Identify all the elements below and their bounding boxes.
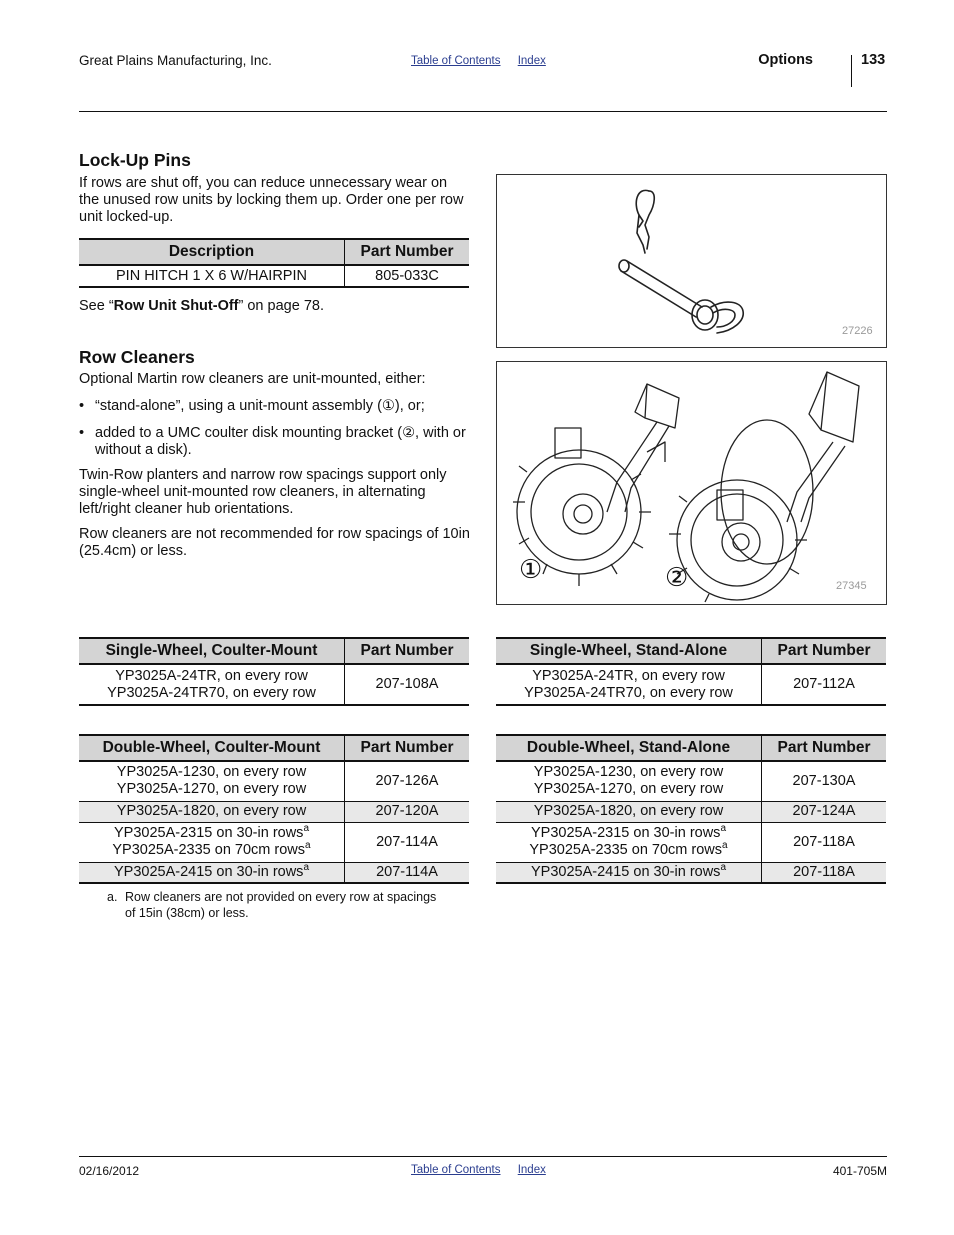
- lockup-section: [79, 150, 471, 226]
- double-wheel-coulter-table: [79, 734, 469, 884]
- lockup-heading: Lock-Up Pins: [79, 150, 191, 170]
- table-cell: YP3025A-2415 on 30-in rows$^a$: [496, 862, 762, 883]
- page-number: 133: [861, 52, 886, 68]
- header-rule: [79, 111, 887, 112]
- table-cell: YP3025A-1820, on every row: [79, 801, 345, 822]
- table-row: [79, 822, 469, 862]
- figure-number: 27345: [836, 580, 867, 592]
- footnote-mark: a: [303, 861, 309, 873]
- table-cell: 207-118A: [762, 822, 887, 862]
- table-row: [79, 862, 469, 883]
- table-header: Double-Wheel, Stand-Alone: [496, 735, 762, 761]
- table-header: Description: [79, 239, 345, 265]
- table-row: [496, 822, 886, 862]
- figure-number: 27226: [842, 325, 873, 337]
- row-cleaners-heading: Row Cleaners: [79, 347, 195, 367]
- part-desc-line: YP3025A-2315 on 30-in rows$^a$: [114, 823, 309, 841]
- part-desc-line: YP3025A-1230, on every row: [116, 764, 307, 781]
- header-links: [411, 55, 560, 67]
- table-header: Single-Wheel, Coulter-Mount: [79, 638, 345, 664]
- single-wheel-coulter-table: [79, 637, 469, 706]
- header-divider: [851, 55, 852, 87]
- double-wheel-stand-table: [496, 734, 886, 884]
- callout-2: ②: [665, 562, 689, 592]
- table-footnote: [107, 889, 447, 921]
- table-cell: 207-114A: [345, 862, 470, 883]
- see-prefix: See “: [79, 298, 114, 314]
- table-row: [79, 265, 469, 287]
- index-link[interactable]: Index: [517, 55, 546, 67]
- table-cell: [496, 664, 762, 705]
- hitch-pin-illustration: [497, 175, 886, 347]
- hitch-pin-figure: [496, 174, 887, 348]
- table-cell: [79, 761, 345, 801]
- table-row: [496, 761, 886, 801]
- document-number: 401-705M: [832, 1164, 887, 1178]
- see-link[interactable]: Row Unit Shut-Off: [113, 298, 239, 314]
- part-desc-line: YP3025A-2315 on 30-in rows$^a$: [531, 823, 726, 841]
- footnote-mark: a: [722, 840, 728, 851]
- row-cleaners-para1: Twin-Row planters and narrow row spacings support only single-wheel unit-mounted row cleaners, in alternating left/right cleaner hub orientations.: [79, 467, 447, 517]
- row-cleaners-intro: Optional Martin row cleaners are unit-mounted, either:: [79, 371, 426, 387]
- part-desc-line: YP3025A-24TR70, on every row: [107, 684, 316, 701]
- footnote-mark: a: [720, 861, 726, 873]
- part-desc-line: YP3025A-24TR, on every row: [532, 667, 725, 684]
- lockup-body: If rows are shut off, you can reduce unnecessary wear on the unused row units by locking them up. Order one per row unit locked-up.: [79, 175, 464, 225]
- table-cell: 207-108A: [345, 664, 470, 705]
- section-title: Options: [758, 52, 813, 68]
- lockup-see-also: [79, 298, 471, 315]
- row-cleaner-illustration: [497, 362, 886, 604]
- table-cell: YP3025A-1820, on every row: [496, 801, 762, 822]
- table-row: [496, 801, 886, 822]
- table-cell: 207-124A: [762, 801, 887, 822]
- table-cell: [79, 664, 345, 705]
- part-desc-line: YP3025A-1270, on every row: [533, 781, 724, 798]
- row-cleaners-para2: Row cleaners are not recommended for row spacings of 10in (25.4cm) or less.: [79, 526, 470, 559]
- table-row: [79, 801, 469, 822]
- footer-rule: [79, 1156, 887, 1157]
- table-cell: 207-118A: [762, 862, 887, 883]
- table-cell: [496, 822, 762, 862]
- footer-links: [411, 1164, 560, 1176]
- part-desc-line: YP3025A-2335 on 70cm rows$^a$: [112, 840, 311, 858]
- row-cleaner-figure: [496, 361, 887, 605]
- index-link[interactable]: Index: [517, 1164, 546, 1176]
- part-desc-line: YP3025A-1230, on every row: [533, 764, 724, 781]
- table-header: Part Number: [345, 239, 470, 265]
- part-desc-line: YP3025A-1270, on every row: [116, 781, 307, 798]
- footnote-text: Row cleaners are not provided on every row at spacings of 15in (38cm) or less.: [125, 890, 437, 920]
- table-cell: PIN HITCH 1 X 6 W/HAIRPIN: [79, 265, 345, 287]
- single-wheel-stand-table: [496, 637, 886, 706]
- table-header: Part Number: [762, 638, 887, 664]
- lockup-table: [79, 238, 469, 288]
- footnote-mark: a: [720, 823, 726, 834]
- footnote-mark: a: [305, 840, 311, 851]
- table-header: Part Number: [762, 735, 887, 761]
- toc-link[interactable]: Table of Contents: [411, 1164, 501, 1176]
- table-cell: 207-130A: [762, 761, 887, 801]
- bullet-stand-alone: • “stand-alone”, using a unit-mount assembly (①), or;: [79, 398, 471, 415]
- table-cell: 207-126A: [345, 761, 470, 801]
- table-row: [79, 761, 469, 801]
- toc-link[interactable]: Table of Contents: [411, 55, 501, 67]
- footnote-mark: a: [303, 823, 309, 834]
- bullet-coulter: • added to a UMC coulter disk mounting bracket (②, with or without a disk).: [79, 425, 471, 459]
- table-header: Single-Wheel, Stand-Alone: [496, 638, 762, 664]
- part-desc-line: YP3025A-2335 on 70cm rows$^a$: [529, 840, 728, 858]
- table-cell: 805-033C: [345, 265, 470, 287]
- table-cell: 207-120A: [345, 801, 470, 822]
- table-header: Part Number: [345, 638, 470, 664]
- table-cell: 207-112A: [762, 664, 887, 705]
- table-row: [79, 664, 469, 705]
- row-cleaners-section: [79, 347, 471, 560]
- company-name: Great Plains Manufacturing, Inc.: [79, 53, 272, 68]
- table-cell: 207-114A: [345, 822, 470, 862]
- part-desc-line: YP3025A-24TR, on every row: [115, 667, 308, 684]
- part-desc-line: YP3025A-24TR70, on every row: [524, 684, 733, 701]
- table-header: Part Number: [345, 735, 470, 761]
- table-cell: [496, 761, 762, 801]
- table-row: [496, 664, 886, 705]
- table-row: [496, 862, 886, 883]
- table-header: Double-Wheel, Coulter-Mount: [79, 735, 345, 761]
- table-cell: [79, 822, 345, 862]
- see-suffix: ” on page 78.: [238, 298, 324, 314]
- footer-date: 02/16/2012: [79, 1164, 140, 1178]
- callout-1: ①: [519, 554, 543, 584]
- table-cell: YP3025A-2415 on 30-in rows$^a$: [79, 862, 345, 883]
- footnote-label: a.: [107, 890, 118, 904]
